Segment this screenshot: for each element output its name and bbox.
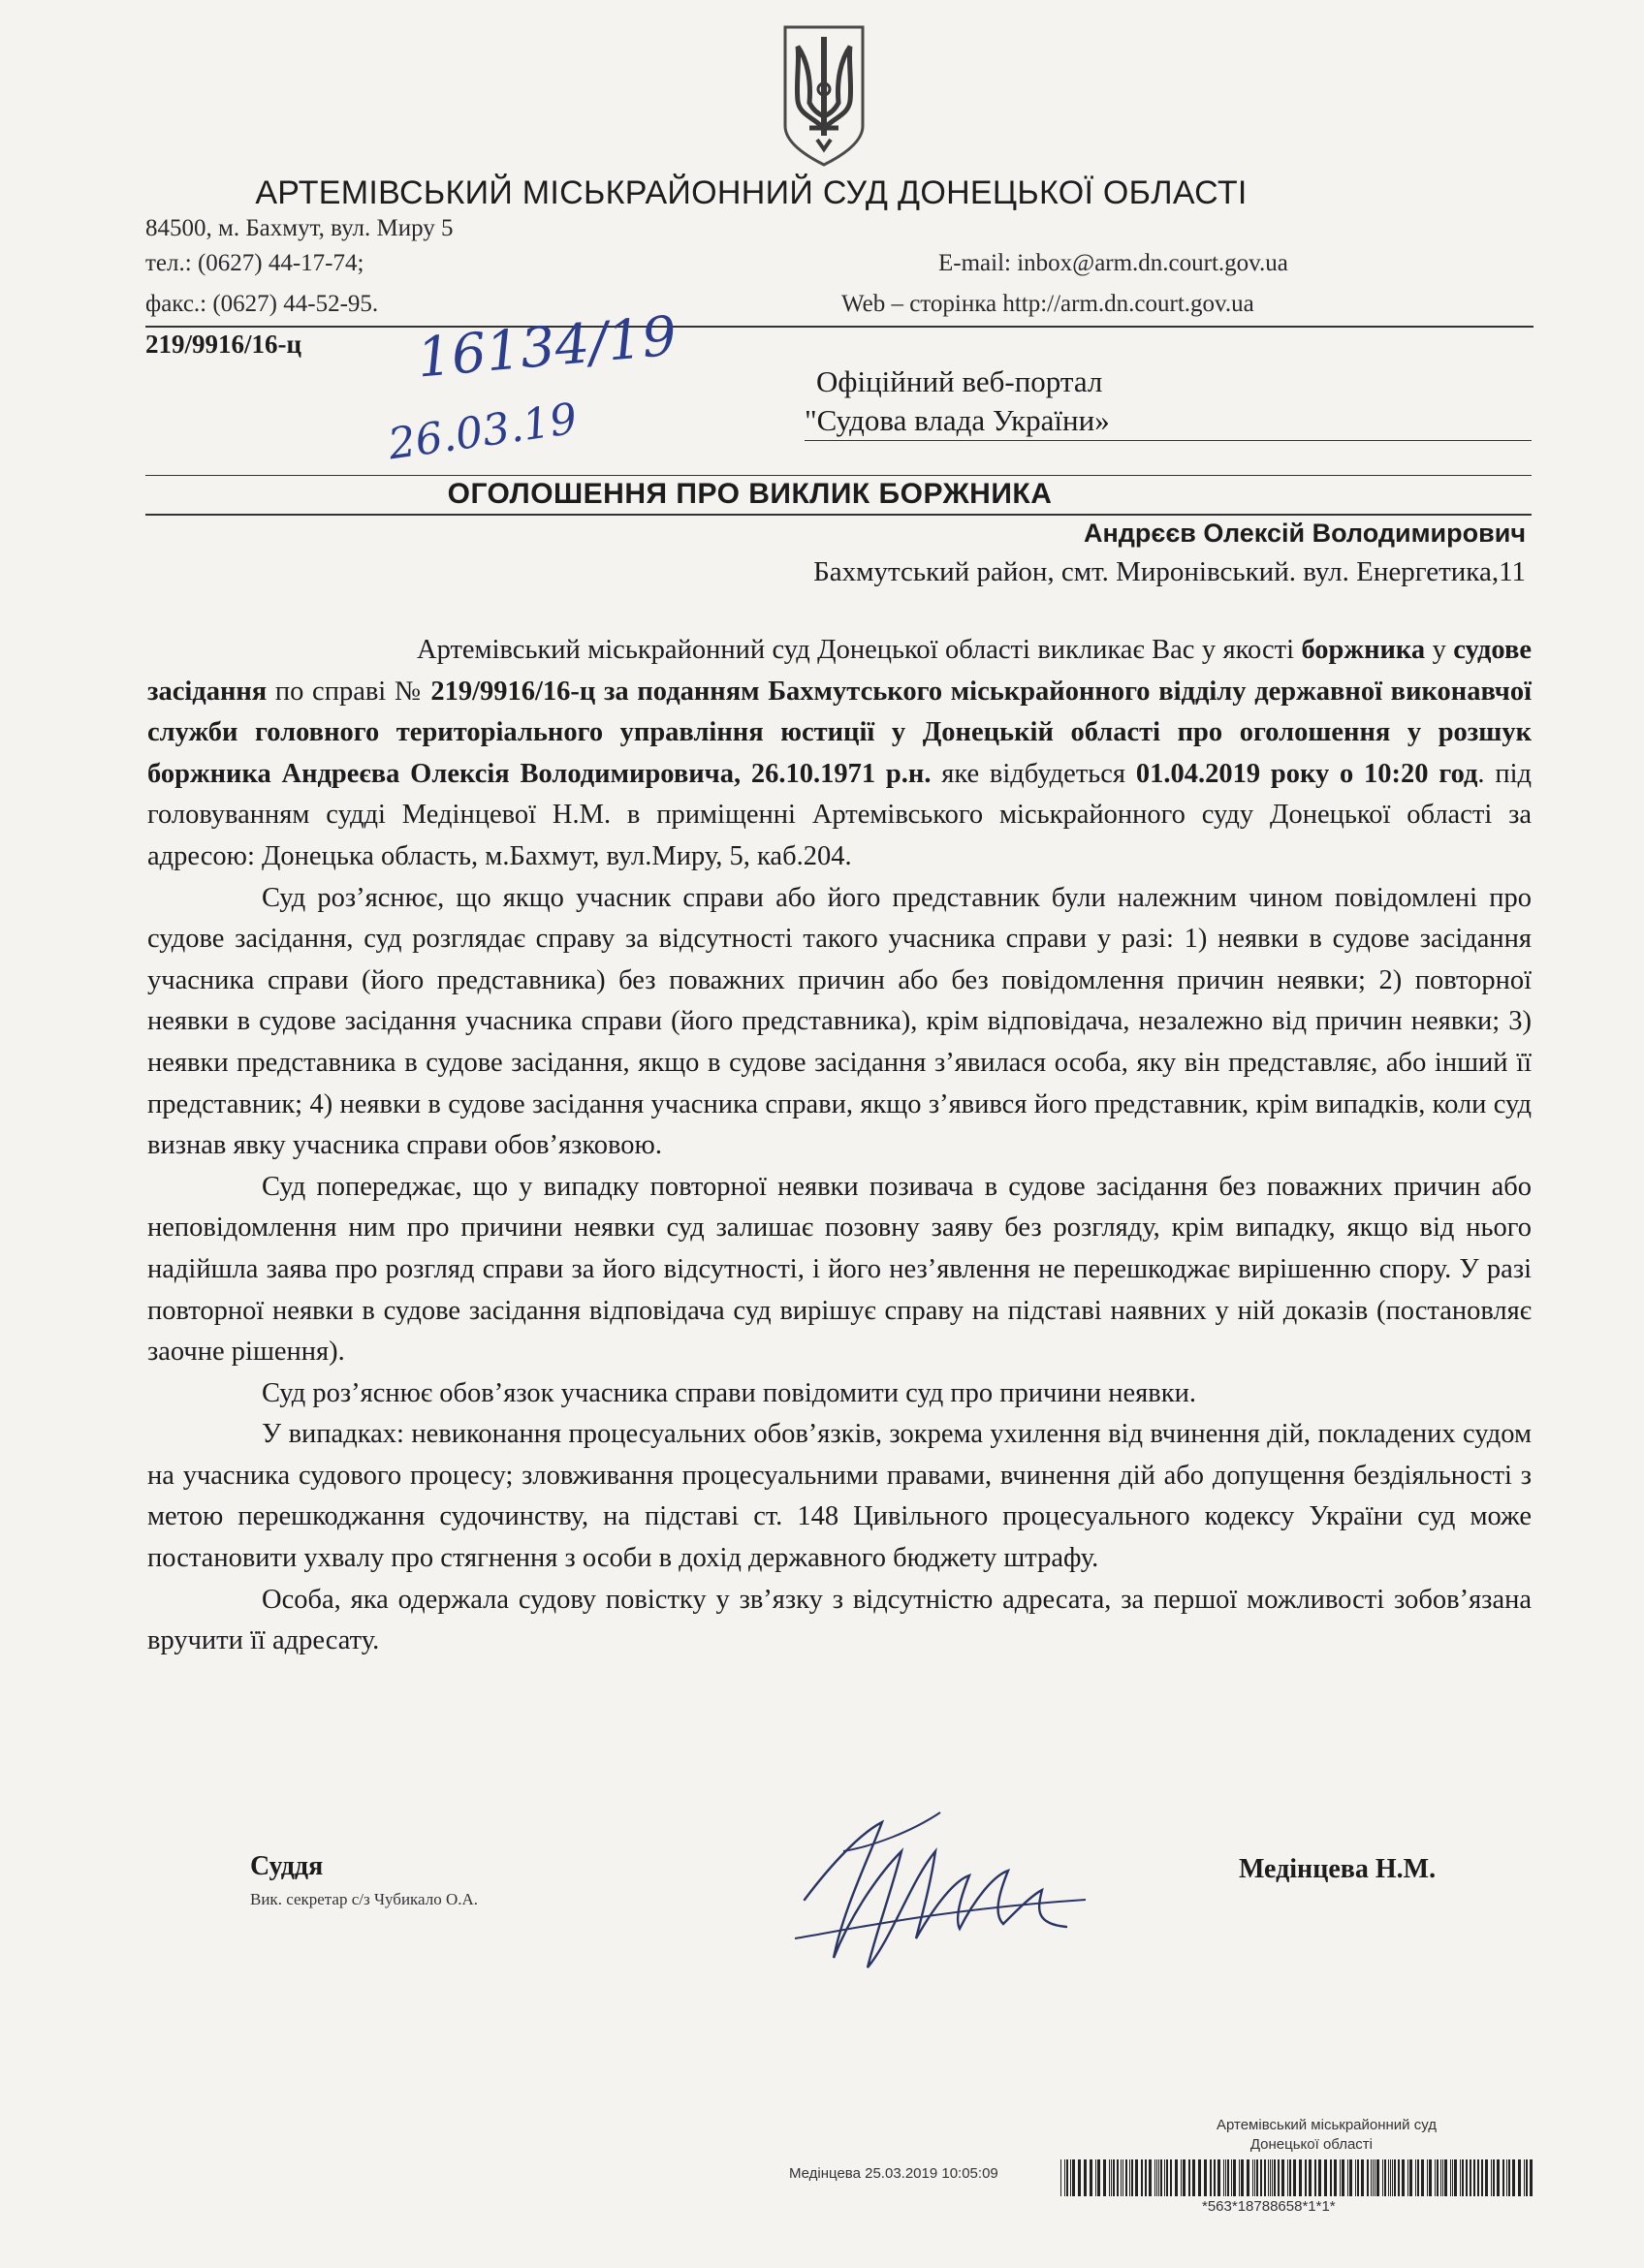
- barcode-bar: [1491, 2159, 1492, 2196]
- barcode-bar: [1493, 2159, 1495, 2196]
- barcode-bar: [1324, 2159, 1327, 2196]
- barcode-bar: [1241, 2159, 1244, 2196]
- handwritten-date: 26.03.19: [385, 394, 581, 470]
- barcode-bar: [1164, 2159, 1165, 2196]
- barcode-bar: [1349, 2159, 1352, 2196]
- barcode-bar: [1217, 2159, 1220, 2196]
- barcode-bar: [1473, 2159, 1475, 2196]
- barcode-bar: [1390, 2159, 1391, 2196]
- court-fax: факс.: (0627) 44-52-95.: [145, 291, 379, 317]
- court-website: Web – сторінка http://arm.dn.court.gov.ua: [841, 291, 1254, 317]
- barcode-bar: [1141, 2159, 1143, 2196]
- barcode-bar: [1090, 2159, 1092, 2196]
- barcode-bar: [1145, 2159, 1147, 2196]
- body-paragraph-5: У випадках: невиконання процесуальних обов’язків, зокрема ухилення від вчинення дій, покладених судом на учасника судового процесу; зловживання процесуальними правами, вчинення дій або допущення бездіяльності з метою перешкоджання судочинству, на підставі ст. 148 Цивільного процесуального кодексу України суд може постановити ухвалу про стягнення з особи в дохід державного бюджету штрафу.: [147, 1419, 1532, 1574]
- barcode-bar: [1508, 2159, 1510, 2196]
- barcode-text: *563*18788658*1*1*: [1202, 2198, 1336, 2215]
- barcode-bar: [1506, 2159, 1507, 2196]
- barcode-bar: [1394, 2159, 1396, 2196]
- header-divider: [145, 326, 1533, 328]
- barcode-bar: [1415, 2159, 1416, 2196]
- handwritten-reg-number: 16134/19: [414, 304, 680, 391]
- barcode-bar: [1278, 2159, 1280, 2196]
- barcode-bar: [1477, 2159, 1479, 2196]
- barcode-bar: [1181, 2159, 1182, 2196]
- barcode-bar: [1382, 2159, 1383, 2196]
- notice-body: [147, 630, 1532, 1662]
- barcode-bar: [1060, 2159, 1061, 2196]
- barcode-bar: [1198, 2159, 1201, 2196]
- title-top-rule: [145, 475, 1532, 476]
- p1-text-4: яке відбудеться: [931, 758, 1136, 789]
- barcode-bar: [1272, 2159, 1273, 2196]
- barcode-bar: [1158, 2159, 1159, 2196]
- barcode-bar: [1227, 2159, 1229, 2196]
- barcode-bar: [1270, 2159, 1271, 2196]
- barcode-bar: [1512, 2159, 1515, 2196]
- barcode-bar: [1064, 2159, 1065, 2196]
- barcode-bar: [1342, 2159, 1344, 2196]
- barcode-bar: [1485, 2159, 1488, 2196]
- barcode-bar: [1252, 2159, 1253, 2196]
- barcode-bar: [1376, 2159, 1379, 2196]
- barcode-bar: [1111, 2159, 1112, 2196]
- barcode-bar: [1233, 2159, 1236, 2196]
- p1-bold-datetime: 01.04.2019 року о 10:20 год: [1135, 758, 1478, 789]
- barcode-bar: [1274, 2159, 1276, 2196]
- notice-title: ОГОЛОШЕННЯ ПРО ВИКЛИК БОРЖНИКА: [447, 478, 1053, 510]
- recipient-underline: [805, 440, 1532, 441]
- barcode-bar: [1225, 2159, 1226, 2196]
- barcode-bar: [1407, 2159, 1408, 2196]
- barcode-bar: [1421, 2159, 1424, 2196]
- barcode-bar: [1402, 2159, 1405, 2196]
- barcode-bar: [1170, 2159, 1172, 2196]
- barcode-bar: [1113, 2159, 1115, 2196]
- judge-name: Медінцева Н.М.: [1239, 1854, 1437, 1884]
- stamp-registered-date: Медінцева 25.03.2019 10:05:09: [789, 2165, 998, 2182]
- barcode-bar: [1440, 2159, 1441, 2196]
- barcode-bar: [1281, 2159, 1284, 2196]
- p1-text-2: у: [1425, 635, 1454, 665]
- barcode-bar: [1373, 2159, 1374, 2196]
- barcode-bar: [1289, 2159, 1291, 2196]
- secretary-line: Вик. секретар с/з Чубикало О.А.: [250, 1890, 479, 1908]
- barcode-bar: [1452, 2159, 1453, 2196]
- barcode-bar: [1497, 2159, 1500, 2196]
- p1-text-5: . під головуванням судді Медінцевої Н.М. в приміщенні Артемівського міськрайонного суду Донецької області за адресою: Донецька область, м.Бахмут, вул.Миру, 5, каб.204.: [147, 758, 1533, 871]
- addressee-address: Бахмутський район, смт. Миронівський. вул. Енергетика,11: [813, 556, 1526, 587]
- barcode-bar: [1502, 2159, 1504, 2196]
- barcode-bar: [1470, 2159, 1471, 2196]
- barcode-bar: [1254, 2159, 1255, 2196]
- recipient-line-1: Офіційний веб-портал: [816, 364, 1103, 398]
- barcode-bar: [1078, 2159, 1081, 2196]
- court-address: 84500, м. Бахмут, вул. Миру 5: [145, 215, 454, 241]
- barcode-bar: [1066, 2159, 1068, 2196]
- barcode-bar: [1367, 2159, 1369, 2196]
- barcode-bar: [1223, 2159, 1224, 2196]
- barcode: [1060, 2159, 1535, 2196]
- body-paragraph-6: Особа, яка одержала судову повістку у зв’язку з відсутністю адресата, за першої можливості зобов’язана вручити її адресату.: [147, 1584, 1532, 1656]
- barcode-bar: [1518, 2159, 1521, 2196]
- barcode-bar: [1210, 2159, 1212, 2196]
- barcode-bar: [1530, 2159, 1533, 2196]
- case-number: 219/9916/16-ц: [145, 330, 302, 359]
- barcode-bar: [1429, 2159, 1432, 2196]
- barcode-bar: [1466, 2159, 1468, 2196]
- barcode-bar: [1117, 2159, 1119, 2196]
- barcode-bar: [1264, 2159, 1266, 2196]
- barcode-bar: [1409, 2159, 1412, 2196]
- stamp-court-line-2: Донецької області: [1249, 2136, 1373, 2153]
- barcode-bar: [1103, 2159, 1106, 2196]
- barcode-bar: [1129, 2159, 1130, 2196]
- barcode-bar: [1392, 2159, 1393, 2196]
- barcode-bar: [1183, 2159, 1186, 2196]
- barcode-bar: [1347, 2159, 1348, 2196]
- barcode-bar: [1361, 2159, 1364, 2196]
- stamp-court-line-1: Артемівський міськрайонний суд: [1217, 2117, 1437, 2133]
- barcode-bar: [1070, 2159, 1071, 2196]
- p1-bold-hearing: судове засідання: [147, 635, 1533, 707]
- barcode-bar: [1175, 2159, 1178, 2196]
- barcode-bar: [1340, 2159, 1341, 2196]
- barcode-bar: [1084, 2159, 1087, 2196]
- court-name-heading: АРТЕМІВСЬКИЙ МІСЬКРАЙОННИЙ СУД ДОНЕЦЬКОЇ ОБЛАСТІ: [255, 174, 1248, 211]
- barcode-bar: [1188, 2159, 1190, 2196]
- body-paragraph-1: [147, 630, 1532, 878]
- barcode-bar: [1239, 2159, 1240, 2196]
- barcode-bar: [1097, 2159, 1100, 2196]
- barcode-bar: [1450, 2159, 1451, 2196]
- barcode-bar: [1109, 2159, 1110, 2196]
- barcode-bar: [1384, 2159, 1386, 2196]
- court-email: E-mail: inbox@arm.dn.court.gov.ua: [938, 250, 1288, 276]
- p1-bold-case: 219/9916/16-ц за поданням Бахмутського міськрайонного відділу державної виконавчої служби головного територіального управління юстиції у Донецькій області про оголошення у розшук боржника Андреєва Олексія Володимировича, 26.10.1971 р.н.: [147, 676, 1533, 789]
- barcode-bar: [1398, 2159, 1400, 2196]
- barcode-bar: [1121, 2159, 1122, 2196]
- barcode-bar: [1095, 2159, 1096, 2196]
- judge-label: Суддя: [250, 1851, 324, 1881]
- barcode-bar: [1437, 2159, 1438, 2196]
- barcode-bar: [1435, 2159, 1436, 2196]
- p1-text-3: по справі №: [267, 676, 431, 707]
- barcode-bar: [1442, 2159, 1443, 2196]
- registration-stamp: [785, 2111, 1541, 2256]
- court-phone: тел.: (0627) 44-17-74;: [145, 250, 364, 276]
- body-paragraph-4: Суд роз’яснює обов’язок учасника справи повідомити суд про причини неявки.: [262, 1377, 1196, 1408]
- barcode-bar: [1072, 2159, 1075, 2196]
- barcode-bar: [1204, 2159, 1207, 2196]
- barcode-bar: [1444, 2159, 1447, 2196]
- barcode-bar: [1154, 2159, 1155, 2196]
- barcode-bar: [1166, 2159, 1168, 2196]
- recipient-line-2: "Судова влада України»: [805, 403, 1110, 437]
- barcode-bar: [1260, 2159, 1262, 2196]
- barcode-bar: [1357, 2159, 1359, 2196]
- barcode-bar: [1388, 2159, 1389, 2196]
- barcode-bar: [1524, 2159, 1525, 2196]
- barcode-bar: [1481, 2159, 1483, 2196]
- body-paragraph-2: Суд роз’яснює, що якщо учасник справи або його представник були належним чином повідомлені про судове засідання, суд розглядає справу за відсутності такого учасника справи у разі: 1) неявки в судове засідання учасника справи (його представника) без поважних причин або без повідомлення причин неявки; 2) повторної неявки в судове засідання учасника справи (його представника), крім відповідача, незалежно від причин неявки; 3) неявки представника в судове засідання, якщо в судове засідання з’явилася особа, яку він представляє, або інший її представник; 4) неявки в судове засідання учасника справи, якщо з’явився його представник, крім випадків, коли суд визнав явку учасника справи обов’язковою.: [147, 882, 1532, 1161]
- barcode-bar: [1355, 2159, 1356, 2196]
- handwritten-signature: [775, 1793, 1105, 1987]
- barcode-bar: [1293, 2159, 1296, 2196]
- barcode-bar: [1149, 2159, 1152, 2196]
- barcode-bar: [1371, 2159, 1372, 2196]
- barcode-bar: [1192, 2159, 1195, 2196]
- barcode-bar: [1462, 2159, 1464, 2196]
- barcode-bar: [1299, 2159, 1302, 2196]
- barcode-bar: [1160, 2159, 1162, 2196]
- barcode-bar: [1305, 2159, 1307, 2196]
- barcode-bar: [1427, 2159, 1428, 2196]
- coat-of-arms-emblem: [780, 21, 868, 169]
- title-bottom-rule: [145, 514, 1532, 516]
- barcode-bar: [1314, 2159, 1316, 2196]
- barcode-bar: [1330, 2159, 1332, 2196]
- p1-bold-debtor: боржника: [1301, 635, 1426, 665]
- p1-text-1: Артемівський міськрайонний суд Донецької області викликає Вас у якості: [417, 635, 1302, 665]
- body-paragraph-3: Суд попереджає, що у випадку повторної неявки позивача в судове засідання без поважних причин або неповідомлення ним про причини неявки суд залишає позовну заяву без розгляду, крім випадку, якщо від нього надійшла заява про розгляд справи за його відсутності, і його нез’явлення не перешкоджає вирішенню спору. У разі повторної неявки в судове засідання відповідача суд вирішує справу на підставі наявних у ній доказів (постановляє заочне рішення).: [147, 1171, 1532, 1368]
- barcode-bar: [1454, 2159, 1457, 2196]
- barcode-bar: [1156, 2159, 1157, 2196]
- addressee-name: Андрєєв Олексій Володимирович: [1083, 519, 1526, 548]
- barcode-bar: [1256, 2159, 1258, 2196]
- barcode-bar: [1417, 2159, 1419, 2196]
- barcode-bar: [1309, 2159, 1312, 2196]
- barcode-bar: [1214, 2159, 1216, 2196]
- barcode-bar: [1122, 2159, 1123, 2196]
- barcode-bar: [1318, 2159, 1321, 2196]
- barcode-bar: [1460, 2159, 1461, 2196]
- barcode-bar: [1247, 2159, 1249, 2196]
- barcode-bar: [1125, 2159, 1127, 2196]
- barcode-bar: [1526, 2159, 1528, 2196]
- barcode-bar: [1231, 2159, 1232, 2196]
- barcode-bar: [1334, 2159, 1337, 2196]
- barcode-bar: [1135, 2159, 1138, 2196]
- barcode-bar: [1131, 2159, 1133, 2196]
- barcode-bar: [1287, 2159, 1288, 2196]
- barcode-bar: [1268, 2159, 1269, 2196]
